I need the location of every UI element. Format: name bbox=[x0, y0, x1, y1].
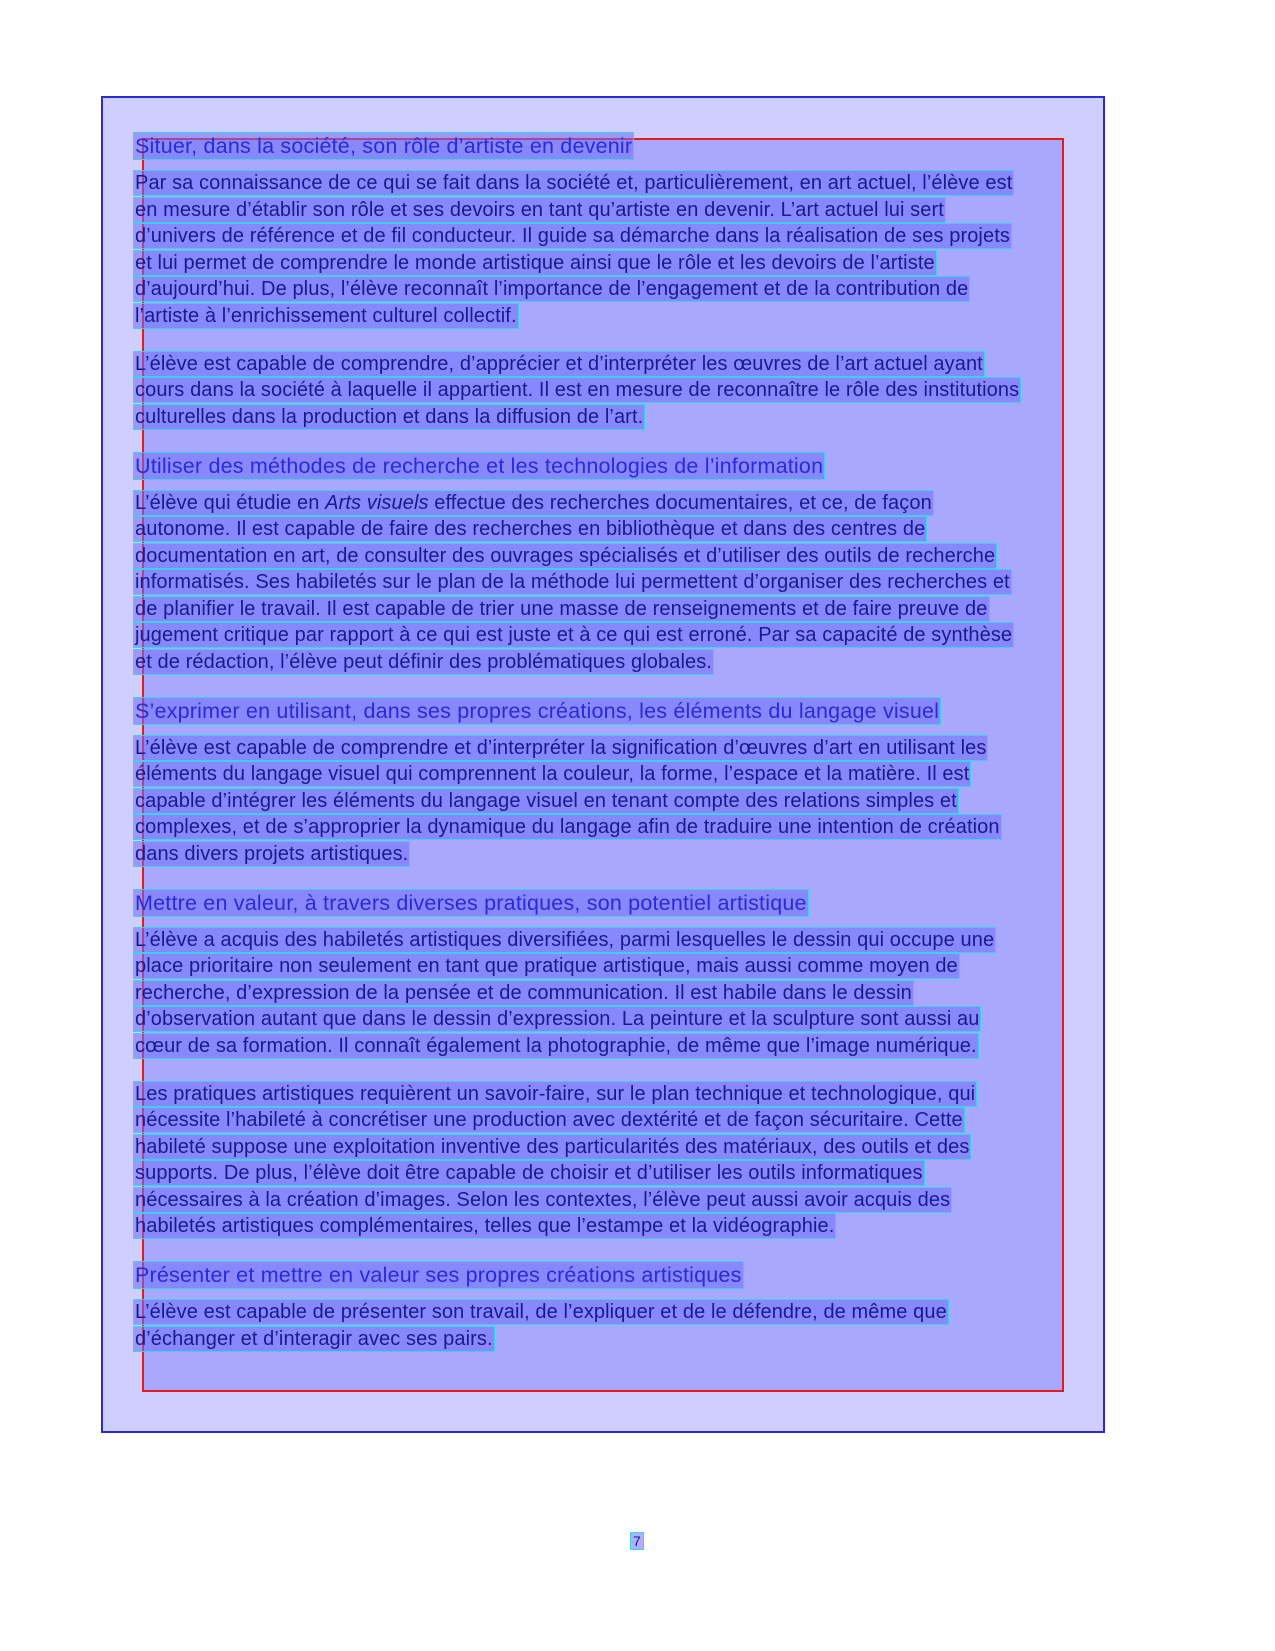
text-line: cœur de sa formation. Il connaît également la photographie, de même que l’image numérique. bbox=[135, 1034, 977, 1057]
section-heading-wrapper bbox=[134, 1262, 1134, 1288]
section-heading: Mettre en valeur, à travers diverses pratiques, son potentiel artistique bbox=[135, 890, 807, 915]
text-line: éléments du langage visuel qui comprennent la couleur, la forme, l’espace et la matière. Il est bbox=[135, 763, 970, 785]
text-line: documentation en art, de consulter des ouvrages spécialisés et d’utiliser des outils de recherche bbox=[135, 544, 996, 567]
text-line: l’artiste à l’enrichissement culturel collectif. bbox=[135, 304, 517, 327]
text-line: supports. De plus, l’élève doit être capable de choisir et d’utiliser les outils informatiques bbox=[135, 1162, 923, 1184]
section-heading-wrapper bbox=[134, 698, 1134, 724]
text-line: et lui permet de comprendre le monde artistique ainsi que le rôle et les devoirs de l’artiste bbox=[135, 251, 935, 274]
text-line: de planifier le travail. Il est capable de trier une masse de renseignements et de faire preuve de bbox=[135, 597, 988, 620]
text-line: L’élève a acquis des habiletés artistiques diversifiées, parmi lesquelles le dessin qui occupe une bbox=[135, 928, 995, 951]
section-heading-wrapper bbox=[134, 133, 1134, 159]
section-heading-wrapper bbox=[134, 453, 1134, 479]
text-line: jugement critique par rapport à ce qui est juste et à ce qui est erroné. Par sa capacité de synthèse bbox=[135, 624, 1013, 646]
section-heading-wrapper bbox=[134, 890, 1134, 916]
text-line: autonome. Il est capable de faire des recherches en bibliothèque et dans des centres de bbox=[135, 518, 926, 540]
section bbox=[134, 453, 1134, 674]
text-line: capable d’intégrer les éléments du langage visuel en tenant compte des relations simples et bbox=[135, 789, 957, 812]
text-line: nécessite l’habileté à concrétiser une production avec dextérité et de façon sécuritaire. Cette bbox=[135, 1109, 963, 1131]
paragraph bbox=[134, 171, 1134, 328]
text-line: d’aujourd’hui. De plus, l’élève reconnaît l’importance de l’engagement et de la contribution de bbox=[135, 278, 969, 300]
paragraph bbox=[134, 352, 1134, 429]
text-line: recherche, d’expression de la pensée et de communication. Il est habile dans le dessin bbox=[135, 981, 912, 1004]
text-line: informatisés. Ses habiletés sur le plan de la méthode lui permettent d’organiser des recherches et bbox=[135, 571, 1010, 593]
text-line: place prioritaire non seulement en tant que pratique artistique, mais aussi comme moyen de bbox=[135, 955, 958, 977]
text-line: Les pratiques artistiques requièrent un savoir-faire, sur le plan technique et technologique, qui bbox=[135, 1082, 976, 1105]
text-line: L’élève est capable de comprendre, d’apprécier et d’interpréter les œuvres de l’art actuel ayant bbox=[135, 352, 983, 375]
document-content bbox=[134, 133, 1134, 1375]
text-line: cours dans la société à laquelle il appartient. Il est en mesure de reconnaître le rôle des institutions bbox=[135, 379, 1020, 401]
section-heading: S’exprimer en utilisant, dans ses propres créations, les éléments du langage visuel bbox=[135, 698, 940, 723]
section bbox=[134, 890, 1134, 1239]
text-line: complexes, et de s’approprier la dynamique du langage afin de traduire une intention de création bbox=[135, 816, 1000, 838]
paragraph bbox=[134, 1082, 1134, 1239]
paragraph bbox=[134, 736, 1134, 866]
text-line: L’élève est capable de présenter son travail, de l’expliquer et de le défendre, de même que bbox=[135, 1301, 947, 1323]
section bbox=[134, 1262, 1134, 1351]
text-line: Par sa connaissance de ce qui se fait dans la société et, particulièrement, en art actuel, l’élève est bbox=[135, 172, 1013, 194]
text-line: dans divers projets artistiques. bbox=[135, 842, 409, 865]
paragraph bbox=[134, 928, 1134, 1058]
text-line: d’observation autant que dans le dessin d’expression. La peinture et la sculpture sont aussi au bbox=[135, 1008, 980, 1030]
text-line: L’élève qui étudie en Arts visuels effectue des recherches documentaires, et ce, de façon bbox=[135, 491, 932, 514]
text-line: nécessaires à la création d’images. Selon les contextes, l’élève peut aussi avoir acquis des bbox=[135, 1188, 951, 1211]
section bbox=[134, 133, 1134, 429]
text-line: habiletés artistiques complémentaires, telles que l’estampe et la vidéographie. bbox=[135, 1215, 835, 1237]
section-heading: Présenter et mettre en valeur ses propres créations artistiques bbox=[135, 1263, 742, 1287]
italic-text: Arts visuels bbox=[325, 491, 429, 514]
section-heading: Situer, dans la société, son rôle d’artiste en devenir bbox=[135, 134, 633, 158]
text-line: culturelles dans la production et dans la diffusion de l’art. bbox=[135, 405, 644, 428]
text-line: d’univers de référence et de fil conducteur. Il guide sa démarche dans la réalisation de ses projets bbox=[135, 225, 1010, 247]
paragraph bbox=[134, 491, 1134, 674]
paragraph bbox=[134, 1300, 1134, 1351]
text-line: habileté suppose une exploitation inventive des particularités des matériaux, des outils et des bbox=[135, 1135, 970, 1158]
text-line: d’échanger et d’interagir avec ses pairs. bbox=[135, 1327, 493, 1350]
text-line: et de rédaction, l’élève peut définir des problématiques globales. bbox=[135, 650, 712, 673]
text-line: en mesure d’établir son rôle et ses devoirs en tant qu’artiste en devenir. L’art actuel lui sert bbox=[135, 198, 944, 221]
section-heading: Utiliser des méthodes de recherche et les technologies de l’information bbox=[135, 453, 824, 478]
page-number: 7 bbox=[633, 1533, 641, 1549]
text-line: L’élève est capable de comprendre et d’interpréter la signification d’œuvres d’art en utilisant les bbox=[135, 736, 987, 759]
section bbox=[134, 698, 1134, 866]
